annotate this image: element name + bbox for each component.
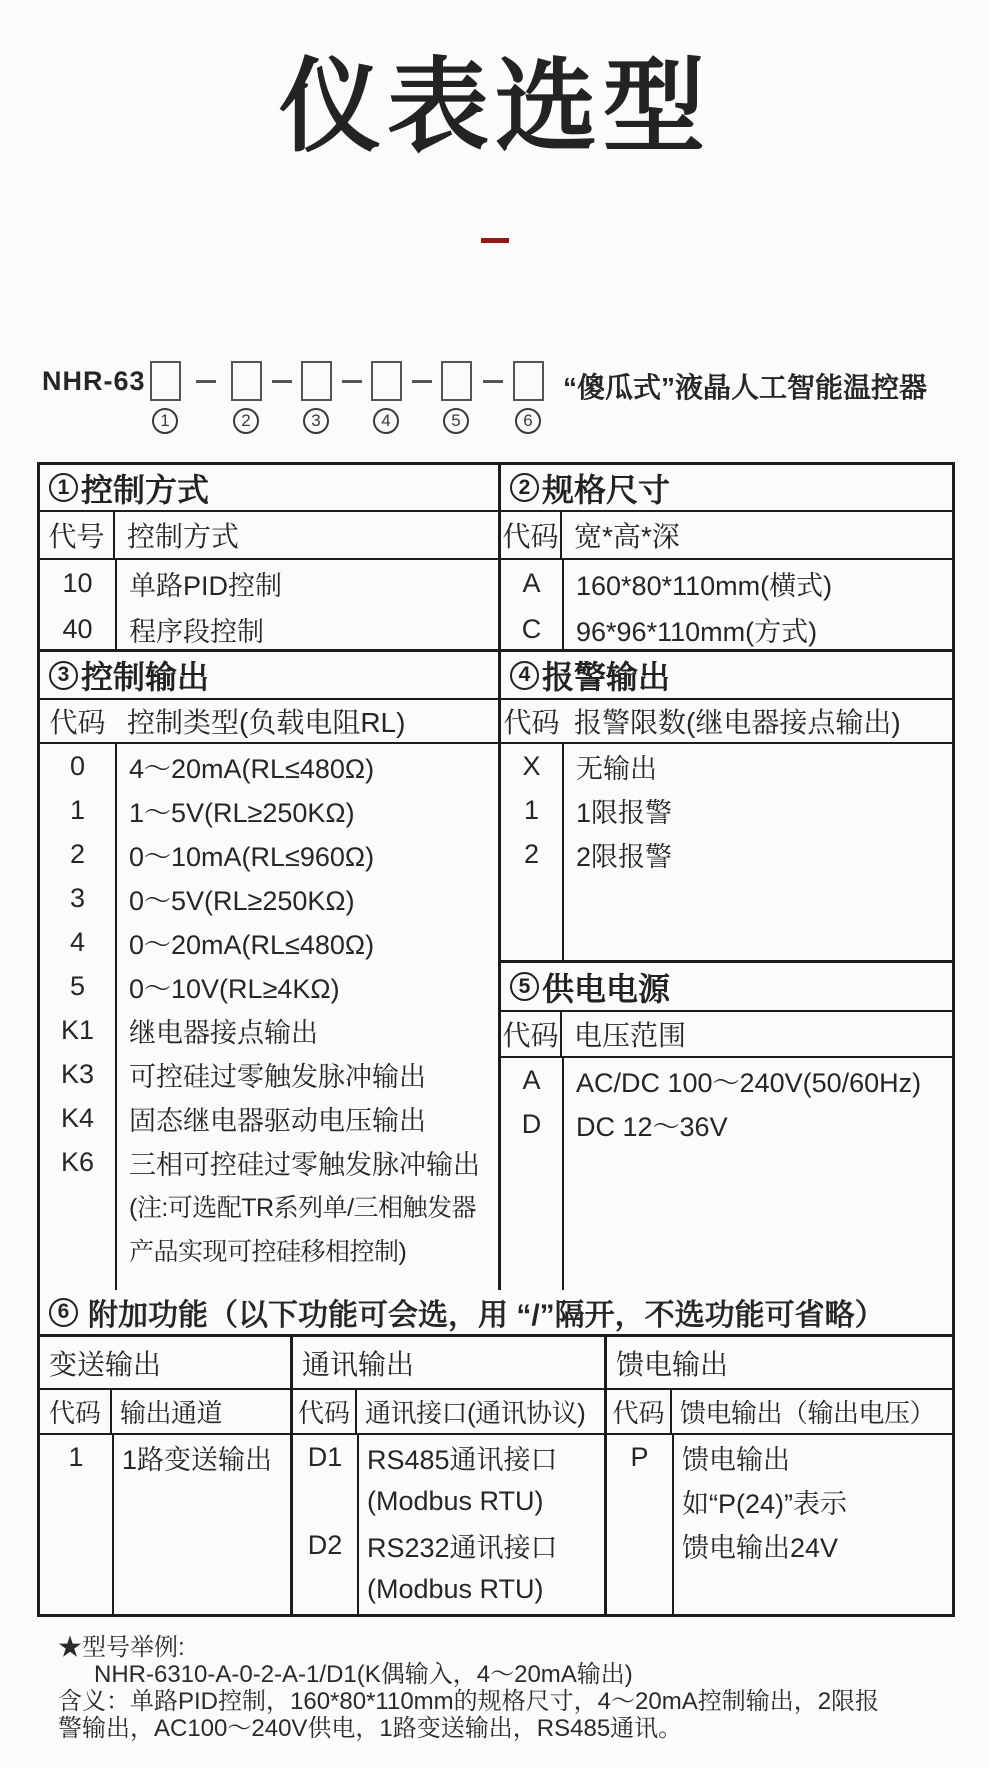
section4-header (501, 652, 952, 700)
group2-label: 通讯输出 (290, 1337, 604, 1390)
table-row: K3 可控硅过零触发脉冲输出 (60, 1058, 426, 1092)
example-meaning-line2: 警输出，AC100～240V供电，1路变送输出，RS485通讯。 (58, 1715, 683, 1742)
table-row: P 馈电输出 (630, 1441, 790, 1475)
table-row: C 96*96*110mm(方式) (521, 613, 818, 647)
section6-column-headers (40, 1390, 952, 1435)
section4-value-col-header: 报警限数(继电器接点输出) (574, 707, 901, 738)
dash-separator (272, 380, 292, 383)
circled-number-icon: 4 (510, 661, 539, 690)
table-row: K4 固态继电器驱动电压输出 (60, 1102, 426, 1136)
group1-label: 变送输出 (40, 1337, 290, 1390)
table-row: 5 0～10V(RL≥4KΩ) (69, 970, 340, 1004)
column-divider (562, 1058, 564, 1290)
section2-data (501, 560, 952, 652)
model-code-box-1 (150, 361, 181, 401)
section3-header (40, 652, 498, 700)
table-row: 2 0～10mA(RL≤960Ω) (69, 838, 375, 872)
table-row: D DC 12～36V (521, 1108, 728, 1142)
section1-column-header (40, 512, 498, 560)
column-divider (115, 744, 117, 1290)
section1-code-col-header: 代号 (40, 512, 115, 558)
group3-data (604, 1435, 952, 1614)
column-divider (562, 560, 564, 649)
section5-title: 供电电源 (542, 970, 671, 1007)
position-circled-number-6: 6 (515, 408, 541, 434)
section4-title: 报警输出 (542, 659, 671, 695)
table-row-note: (注:可选配TR系列单/三相触发器 (129, 1194, 477, 1222)
table-row: 如“P(24)”表示 (682, 1488, 848, 1519)
section6-group-labels (40, 1337, 952, 1390)
table-row: 0 4～20mA(RL≤480Ω) (69, 750, 375, 784)
section5-column-header (501, 1012, 952, 1058)
group1-data (40, 1435, 290, 1614)
column-divider (357, 1435, 359, 1614)
section2-value-col-header: 宽*高*深 (574, 521, 680, 552)
model-code-box-6 (513, 361, 544, 401)
table-row-note: 产品实现可控硅移相控制) (129, 1238, 407, 1266)
table-row: 1 1～5V(RL≥250KΩ) (69, 794, 355, 828)
circled-number-icon: 3 (49, 661, 78, 690)
section4-code-col-header: 代码 (503, 707, 560, 738)
section5-code-col-header: 代码 (501, 1012, 562, 1056)
table-row: K6 三相可控硅过零触发脉冲输出 (60, 1146, 480, 1180)
position-circled-number-5: 5 (443, 408, 469, 434)
section2-column-header (501, 512, 952, 560)
group2-column-header (290, 1390, 604, 1435)
dash-separator (196, 380, 216, 383)
circled-number-icon: 5 (510, 972, 539, 1001)
position-circled-number-4: 4 (373, 408, 399, 434)
model-code-box-3 (301, 361, 332, 401)
model-prefix: NHR-63 (42, 366, 146, 396)
table-row: 3 0～5V(RL≥250KΩ) (69, 882, 355, 916)
section3-column-header (40, 700, 498, 744)
dash-separator (412, 380, 432, 383)
section5-header (501, 963, 952, 1012)
table-upper-area (40, 465, 952, 1290)
circled-number-icon: 2 (510, 473, 539, 502)
table-row: 40 程序段控制 (62, 613, 264, 647)
example-title: ★型号举例: (58, 1634, 185, 1661)
column-divider (115, 560, 117, 649)
table-row: 1 1路变送输出 (68, 1441, 273, 1475)
table-row: 馈电输出24V (682, 1532, 839, 1563)
section4-column-header (501, 700, 952, 744)
example-model: NHR-6310-A-0-2-A-1/D1(K偶输入，4～20mA输出) (94, 1661, 633, 1688)
table-row: 10 单路PID控制 (62, 567, 283, 601)
column-divider (112, 1435, 114, 1614)
section6-header (40, 1290, 952, 1337)
example-meaning-line1: 含义：单路PID控制，160*80*110mm的规格尺寸，4～20mA控制输出，2限报 (58, 1688, 880, 1715)
section3-code-col-header: 代码 (49, 707, 106, 738)
accent-dash (481, 238, 509, 243)
table-row: 4 0～20mA(RL≤480Ω) (69, 926, 375, 960)
dash-separator (342, 380, 362, 383)
section5-data (501, 1058, 952, 1290)
table-row: A 160*80*110mm(横式) (522, 567, 833, 601)
group3-label: 馈电输出 (604, 1337, 952, 1390)
table-row: (Modbus RTU) (367, 1485, 544, 1516)
section1-value-col-header: 控制方式 (127, 521, 240, 552)
position-circled-number-2: 2 (233, 408, 259, 434)
section3-value-col-header: 控制类型(负载电阻RL) (127, 707, 406, 738)
section1-title: 控制方式 (81, 471, 210, 508)
group1-value-col-header: 输出通道 (120, 1398, 223, 1428)
group3-column-header (604, 1390, 952, 1435)
section3-data (40, 744, 498, 1290)
group3-code-col-header: 代码 (607, 1390, 672, 1433)
page-title: 仪表选型 (279, 50, 711, 164)
table-row: D1 RS485通讯接口 (307, 1441, 558, 1475)
position-circled-number-1: 1 (152, 408, 178, 434)
section5-value-col-header: 电压范围 (574, 1020, 687, 1051)
model-code-box-2 (231, 361, 262, 401)
circled-number-icon: 6 (49, 1298, 78, 1327)
model-code-box-5 (441, 361, 472, 401)
section2-header (501, 465, 952, 512)
group3-value-col-header: 馈电输出（输出电压） (680, 1398, 936, 1428)
model-example-note (58, 1634, 963, 1742)
table-right-column (498, 465, 952, 1290)
group2-value-col-header: 通讯接口(通讯协议) (365, 1398, 586, 1428)
section2-title: 规格尺寸 (542, 471, 671, 508)
group1-column-header (40, 1390, 290, 1435)
table-row: 2 2限报警 (523, 838, 673, 872)
selection-table (37, 462, 955, 1617)
table-row: (Modbus RTU) (367, 1573, 544, 1604)
section3-title: 控制输出 (81, 659, 210, 695)
section1-header (40, 465, 498, 512)
section4-data (501, 744, 952, 963)
section2-code-col-header: 代码 (501, 512, 562, 558)
circled-number-icon: 1 (49, 473, 78, 502)
group2-data (290, 1435, 604, 1614)
section6-data (40, 1435, 952, 1614)
model-code-box-4 (371, 361, 402, 401)
table-row: 1 1限报警 (523, 794, 673, 828)
section1-data (40, 560, 498, 652)
table-left-column (40, 465, 498, 1290)
dash-separator (483, 380, 503, 383)
group1-code-col-header: 代码 (40, 1390, 112, 1433)
table-row: X 无输出 (522, 750, 657, 784)
group2-code-col-header: 代码 (293, 1390, 357, 1433)
table-row: A AC/DC 100～240V(50/60Hz) (522, 1064, 922, 1098)
column-divider (562, 744, 564, 960)
table-row: D2 RS232通讯接口 (307, 1529, 558, 1563)
table-row: K1 继电器接点输出 (60, 1014, 318, 1048)
position-circled-number-3: 3 (303, 408, 329, 434)
model-description: “傻瓜式”液晶人工智能温控器 (563, 372, 928, 403)
section6-title: 附加功能（以下功能可会选，用 “/”隔开，不选功能可省略） (88, 1299, 885, 1332)
column-divider (672, 1435, 674, 1614)
